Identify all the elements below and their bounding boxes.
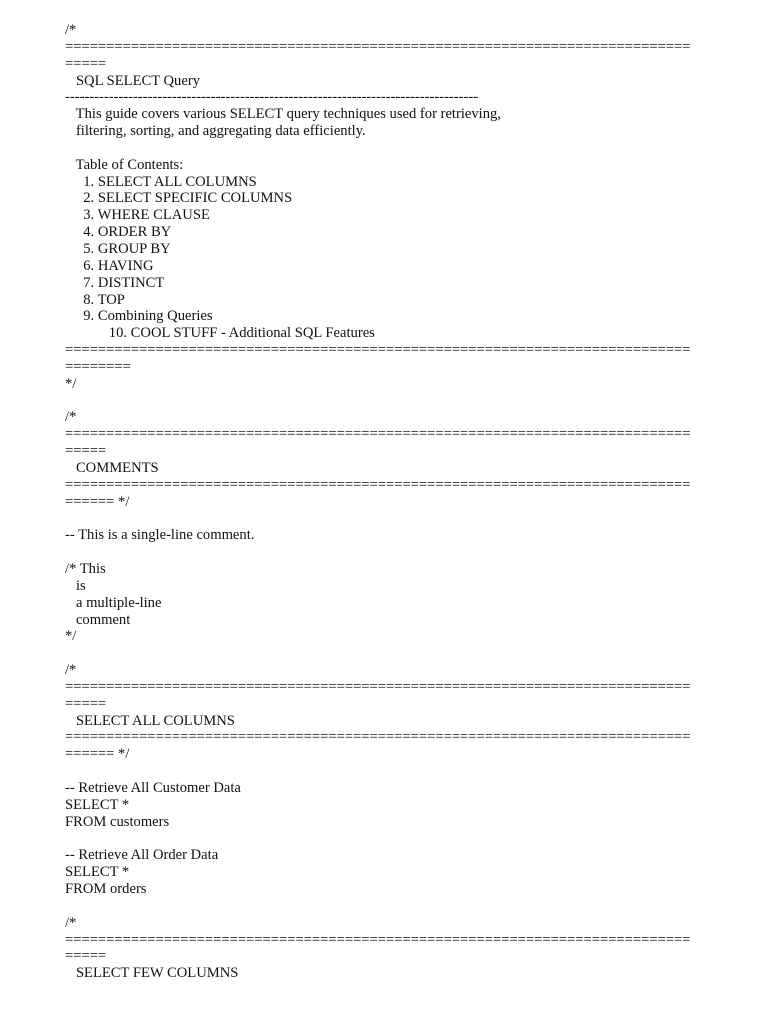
toc-item: 5. GROUP BY [65, 240, 171, 257]
separator-line: ===== [65, 55, 107, 72]
blank-line [65, 831, 705, 848]
document-line: This guide covers various SELECT query techniques used for retrieving, [65, 106, 501, 123]
section-title: SELECT ALL COLUMNS [65, 712, 235, 729]
section-title: COMMENTS [65, 459, 159, 476]
document-line: */ [65, 628, 77, 645]
separator-line: ============================================================================ [65, 426, 691, 443]
separator-line: ===== [65, 443, 107, 460]
toc-item: 4. ORDER BY [65, 224, 172, 241]
document-line: /* [65, 662, 77, 679]
document-line: /* [65, 409, 77, 426]
toc-item: 3. WHERE CLAUSE [65, 207, 210, 224]
sql-code-line: FROM orders [65, 881, 147, 898]
blank-line [65, 645, 705, 662]
sql-code-line: FROM customers [65, 813, 170, 830]
toc-item: 2. SELECT SPECIFIC COLUMNS [65, 190, 293, 207]
separator-line: ============================================================================ [65, 38, 691, 55]
blank-line [65, 763, 705, 780]
sql-code-line: SELECT * [65, 864, 130, 881]
document-line: a multiple-line [65, 594, 162, 611]
document-line: */ [65, 375, 77, 392]
separator-line: ============================================================================ [65, 931, 691, 948]
blank-line [65, 898, 705, 915]
separator-line: ------------------------------------------------------------------------------------- [65, 89, 479, 106]
section-title: SELECT FEW COLUMNS [65, 965, 239, 982]
document-line: /* [65, 22, 77, 38]
comment-line: -- Retrieve All Customer Data [65, 779, 241, 796]
separator-line: ===== [65, 695, 107, 712]
document-line: /* [65, 914, 77, 931]
comment-line: -- Retrieve All Order Data [65, 847, 219, 864]
toc-item: 8. TOP [65, 291, 125, 308]
toc-item: 10. COOL STUFF - Additional SQL Features [65, 325, 375, 342]
separator-line: ============================================================================ [65, 476, 691, 493]
document-line: /* This [65, 561, 106, 577]
separator-line: ====== */ [65, 746, 130, 763]
toc-item: 6. HAVING [65, 257, 154, 274]
blank-line [65, 544, 705, 561]
separator-line: ====== */ [65, 493, 130, 510]
comment-line: -- This is a single-line comment. [65, 527, 255, 544]
document-line: SQL SELECT Query [65, 72, 200, 89]
document-line: filtering, sorting, and aggregating data efficiently. [65, 123, 366, 140]
document-line: is [65, 577, 86, 594]
separator-line: ============================================================================ [65, 729, 691, 746]
sql-document-text [65, 22, 705, 982]
toc-item: 1. SELECT ALL COLUMNS [65, 173, 257, 190]
blank-line [65, 393, 705, 410]
document-line: Table of Contents: [65, 156, 184, 173]
sql-code-line: SELECT * [65, 796, 130, 813]
blank-line [65, 510, 705, 527]
document-line: comment [65, 611, 131, 628]
toc-item: 9. Combining Queries [65, 308, 213, 325]
separator-line: ============================================================================ [65, 678, 691, 695]
separator-line: ======== [65, 358, 131, 375]
separator-line: ===== [65, 948, 107, 965]
blank-line [65, 140, 705, 157]
toc-item: 7. DISTINCT [65, 274, 165, 291]
separator-line: ============================================================================ [65, 342, 691, 359]
